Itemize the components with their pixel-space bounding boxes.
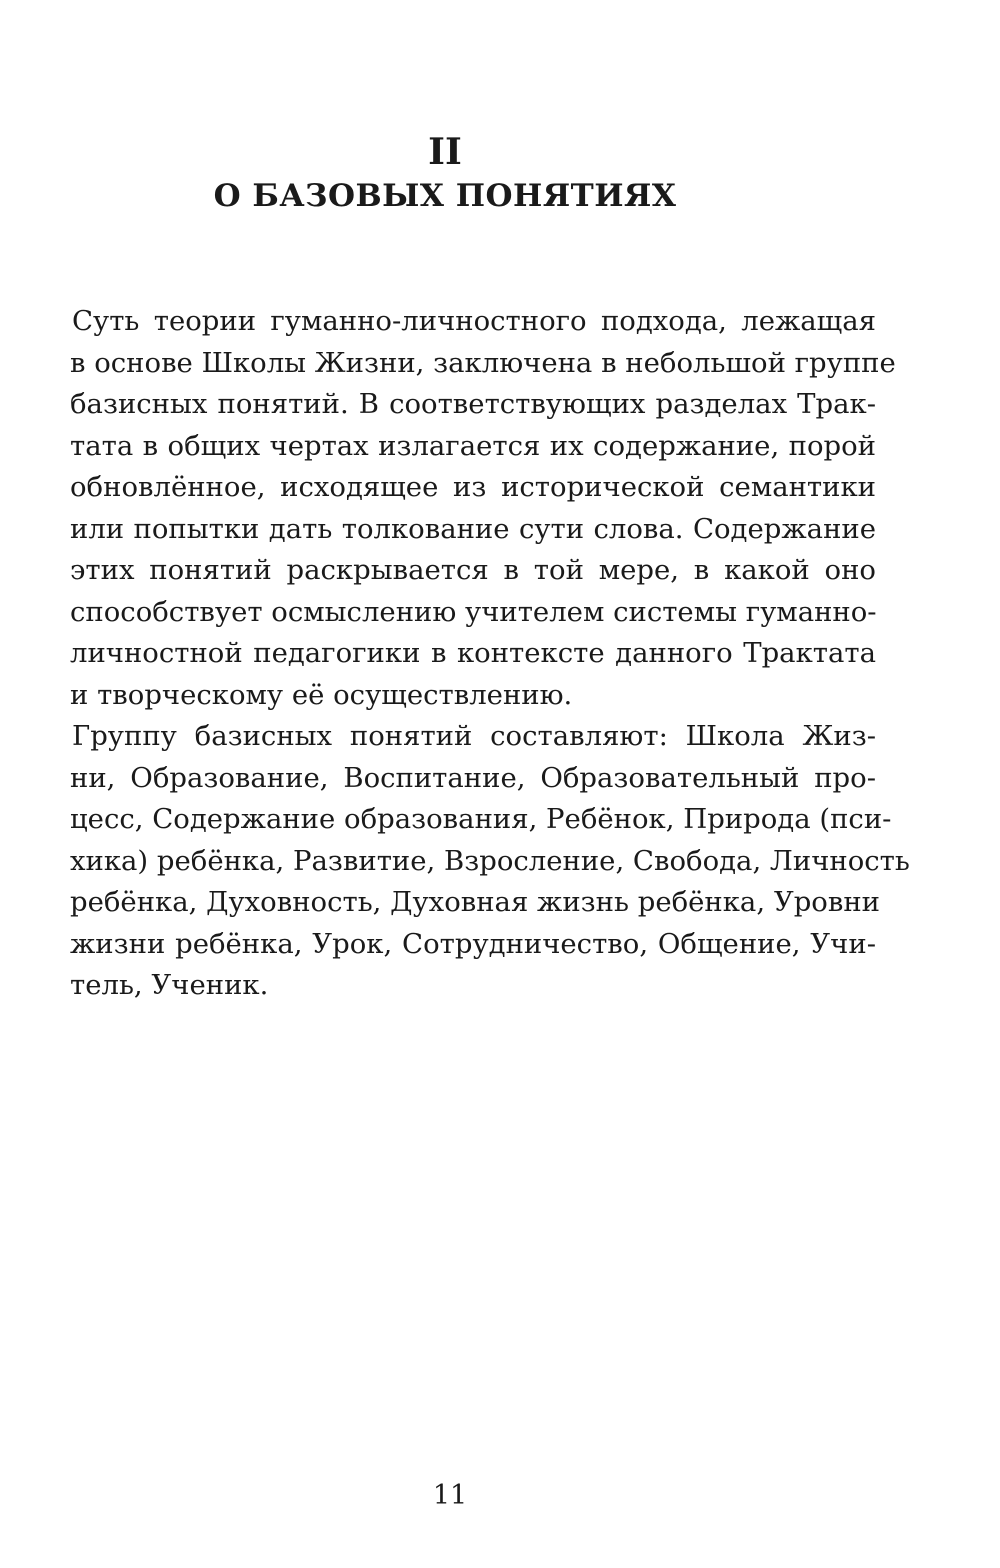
text-line: цесс, Содержание образования, Ребёнок, Природа (пси- bbox=[70, 803, 892, 835]
text-line: ребёнка, Духовность, Духовная жизнь ребёнка, Уровни bbox=[70, 886, 880, 918]
text-line: Группу базисных понятий составляют: Школа Жиз- bbox=[72, 720, 876, 752]
text-line: ни, Образование, Воспитание, Образовательный про- bbox=[70, 761, 876, 794]
paragraph-1 bbox=[70, 301, 896, 716]
text-line: хика) ребёнка, Развитие, Взросление, Свобода, Личность bbox=[70, 844, 910, 877]
text-line: способствует осмыслению учителем системы гуманно- bbox=[70, 595, 877, 628]
text-line: тата в общих чертах излагается их содержание, порой bbox=[70, 429, 876, 462]
body-text bbox=[70, 301, 910, 1007]
text-line: тель, Ученик. bbox=[70, 969, 269, 1001]
text-line: обновлённое, исходящее из исторической семантики bbox=[70, 471, 876, 503]
paragraph-2 bbox=[70, 716, 910, 1007]
text-line: жизни ребёнка, Урок, Сотрудничество, Общение, Учи- bbox=[70, 927, 876, 960]
text-line: и творческому её осуществлению. bbox=[70, 678, 573, 711]
text-line: этих понятий раскрывается в той мере, в какой оно bbox=[70, 554, 876, 586]
page-number: 11 bbox=[432, 1480, 468, 1511]
text-line: личностной педагогики в контексте данного Трактата bbox=[70, 637, 876, 669]
text-line: Суть теории гуманно-личностного подхода, лежащая bbox=[72, 305, 876, 337]
text-line: в основе Школы Жизни, заключена в небольшой группе bbox=[70, 346, 896, 379]
text-line: или попытки дать толкование сути слова. Содержание bbox=[70, 512, 876, 545]
text-line: базисных понятий. В соответствующих разделах Трак- bbox=[70, 388, 876, 420]
chapter-title: О БАЗОВЫХ ПОНЯТИЯХ bbox=[213, 178, 677, 214]
chapter-number: II bbox=[428, 131, 462, 173]
